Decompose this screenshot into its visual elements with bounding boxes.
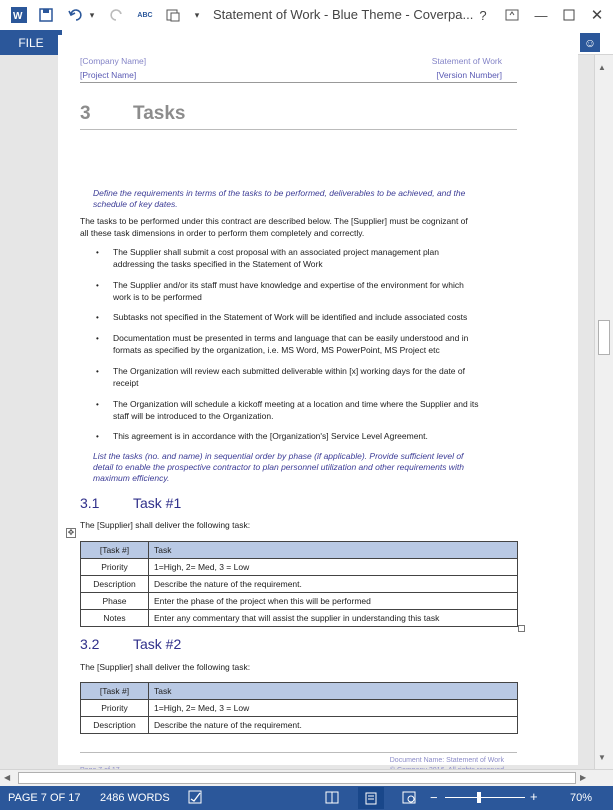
table-cell[interactable]: [Task #] (81, 542, 149, 559)
table-cell[interactable]: Describe the nature of the requirement. (149, 576, 518, 593)
paragraph-line2: all these task dimensions in order to perform them completely and correctly. (80, 228, 365, 238)
word-icon[interactable] (10, 4, 28, 26)
title-bar (0, 0, 613, 30)
format-icon[interactable] (164, 4, 182, 26)
zoom-slider[interactable] (445, 797, 525, 798)
document-page[interactable] (58, 35, 578, 765)
table-cell[interactable]: Enter the phase of the project when this will be performed (149, 593, 518, 610)
close-icon[interactable]: ✕ (590, 7, 604, 24)
heading-number: 3 (80, 103, 91, 124)
bullet-icon: • (96, 248, 99, 257)
table-row (81, 542, 518, 559)
task2-table (80, 682, 518, 734)
scroll-thumb-horizontal[interactable] (18, 772, 576, 784)
vertical-scrollbar[interactable] (594, 55, 613, 769)
header-divider (80, 82, 517, 83)
print-layout-icon[interactable] (358, 787, 384, 809)
header-company-name: [Company Name] (80, 56, 147, 66)
bullet-icon: • (96, 400, 99, 409)
horizontal-scrollbar[interactable] (0, 769, 613, 786)
task1-table (80, 541, 518, 627)
list-item (88, 311, 528, 323)
table-cell[interactable]: 1=High, 2= Med, 3 = Low (149, 559, 518, 576)
undo-icon[interactable] (66, 4, 86, 26)
task2-number: 3.2 (80, 636, 100, 652)
intro-instruction-line1: Define the requirements in terms of the tasks to be performed, deliverables to be achieved, and the (93, 188, 466, 198)
task-instruction-line3: maximum efficiency. (93, 473, 170, 483)
task1-number: 3.1 (80, 495, 100, 511)
document-area (0, 55, 594, 769)
header-version-number: [Version Number] (436, 70, 502, 80)
list-item (88, 430, 528, 442)
customize-toolbar-icon[interactable]: ▾ (194, 9, 200, 20)
scroll-thumb[interactable] (598, 320, 610, 355)
zoom-level[interactable]: 70% (570, 792, 593, 804)
bullet-text-line2: staff will be introduced to the Organization. (113, 411, 274, 421)
list-item (88, 398, 528, 422)
table-row (81, 576, 518, 593)
footer-document-name: Document Name: Statement of Work (389, 757, 504, 764)
task-instruction-line1: List the tasks (no. and name) in sequential order by phase (if applicable). Provide sufficient level of (93, 451, 464, 461)
bullet-icon: • (96, 313, 99, 322)
svg-text:W: W (13, 11, 23, 22)
table-cell[interactable]: Priority (81, 700, 149, 717)
table-cell[interactable]: 1=High, 2= Med, 3 = Low (149, 700, 518, 717)
footer-divider (80, 752, 517, 753)
table-cell[interactable]: Description (81, 576, 149, 593)
zoom-out-button[interactable]: − (430, 790, 438, 805)
smiley-icon[interactable]: ☺ (580, 33, 600, 52)
table-row (81, 559, 518, 576)
task1-title: Task #1 (133, 495, 182, 511)
bullet-icon: • (96, 281, 99, 290)
scroll-up-icon[interactable]: ▲ (598, 63, 606, 72)
proofing-icon[interactable] (188, 790, 204, 807)
bullet-text-line1: Documentation must be presented in terms and language that can be easily understood and in (113, 333, 469, 343)
zoom-in-button[interactable]: + (530, 789, 538, 804)
bullet-text-line1: The Organization will schedule a kickoff meeting at a location and time where the Supplier and its (113, 399, 479, 409)
help-button[interactable]: ? (479, 7, 487, 23)
read-mode-icon[interactable] (325, 791, 339, 807)
heading-title: Tasks (133, 103, 186, 124)
task2-title: Task #2 (133, 636, 182, 652)
table-move-handle[interactable]: ✥ (67, 528, 75, 537)
table-cell[interactable]: Describe the nature of the requirement. (149, 717, 518, 734)
scroll-right-icon[interactable]: ▶ (580, 773, 587, 782)
table-cell[interactable]: Priority (81, 559, 149, 576)
undo-dropdown-icon[interactable]: ▾ (89, 9, 95, 20)
bullet-text-line2: work is to be performed (113, 292, 202, 302)
bullet-text-line1: The Supplier and/or its staff must have knowledge and expertise of the environment for which (113, 280, 464, 290)
bullet-text-line2: formats as specified by the organization, i.e. MS Word, MS PowerPoint, MS Project etc (113, 345, 440, 355)
bullet-text-line1: The Organization will review each submitted deliverable within [x] working days for the date of (113, 366, 465, 376)
table-cell[interactable]: Notes (81, 610, 149, 627)
status-bar (0, 786, 613, 810)
header-document-title: Statement of Work (431, 56, 502, 66)
table-cell[interactable]: Task (149, 542, 518, 559)
bullet-icon: • (96, 334, 99, 343)
bullet-icon: • (96, 432, 99, 441)
intro-instruction-line2: schedule of key dates. (93, 199, 178, 209)
task1-intro: The [Supplier] shall deliver the following task: (80, 520, 251, 530)
list-item (88, 365, 528, 389)
save-icon[interactable] (37, 4, 55, 26)
table-row (81, 717, 518, 734)
table-cell[interactable]: [Task #] (81, 683, 149, 700)
web-layout-icon[interactable] (402, 791, 416, 807)
tab-file[interactable]: FILE (0, 30, 62, 55)
list-item (88, 279, 528, 303)
page-indicator[interactable]: PAGE 7 OF 17 (8, 792, 81, 804)
bullet-text-line2: receipt (113, 378, 139, 388)
scroll-down-icon[interactable]: ▼ (598, 753, 606, 762)
table-cell[interactable]: Description (81, 717, 149, 734)
zoom-slider-thumb[interactable] (477, 792, 481, 803)
bullet-text-line1: This agreement is in accordance with the [Organization's] Service Level Agreement. (113, 431, 428, 441)
ribbon-display-icon[interactable] (503, 4, 521, 26)
table-row (81, 593, 518, 610)
table-cell[interactable]: Phase (81, 593, 149, 610)
maximize-icon[interactable] (560, 4, 578, 26)
paragraph-line1: The tasks to be performed under this contract are described below. The [Supplier] must be cognizant of (80, 216, 468, 226)
list-item (88, 246, 528, 270)
bullet-text-line1: The Supplier shall submit a cost proposal with an associated project management plan (113, 247, 440, 257)
task2-intro: The [Supplier] shall deliver the following task: (80, 662, 251, 672)
word-count[interactable]: 2486 WORDS (100, 792, 170, 804)
header-project-name: [Project Name] (80, 70, 137, 80)
table-row (81, 610, 518, 627)
redo-icon[interactable] (108, 4, 126, 26)
bullet-icon: • (96, 367, 99, 376)
heading-divider (80, 129, 517, 130)
table-cell[interactable]: Enter any commentary that will assist the supplier in understanding this task (149, 610, 518, 627)
table-row (81, 683, 518, 700)
table-cell[interactable]: Task (149, 683, 518, 700)
scroll-left-icon[interactable]: ◀ (4, 773, 11, 782)
minimize-icon[interactable]: — (534, 7, 548, 23)
table-resize-handle[interactable] (518, 625, 525, 632)
bullet-text-line1: Subtasks not specified in the Statement of Work will be identified and include associated costs (113, 312, 468, 322)
list-item (88, 332, 528, 356)
spelling-icon[interactable]: ABC (137, 11, 153, 19)
task-instruction-line2: detail to enable the prospective contractor to plan personnel utilization and other requirements with (93, 462, 464, 472)
window-title: Statement of Work - Blue Theme - Coverpa... (213, 7, 474, 22)
bullet-text-line2: addressing the tasks specified in the Statement of Work (113, 259, 323, 269)
table-row (81, 700, 518, 717)
